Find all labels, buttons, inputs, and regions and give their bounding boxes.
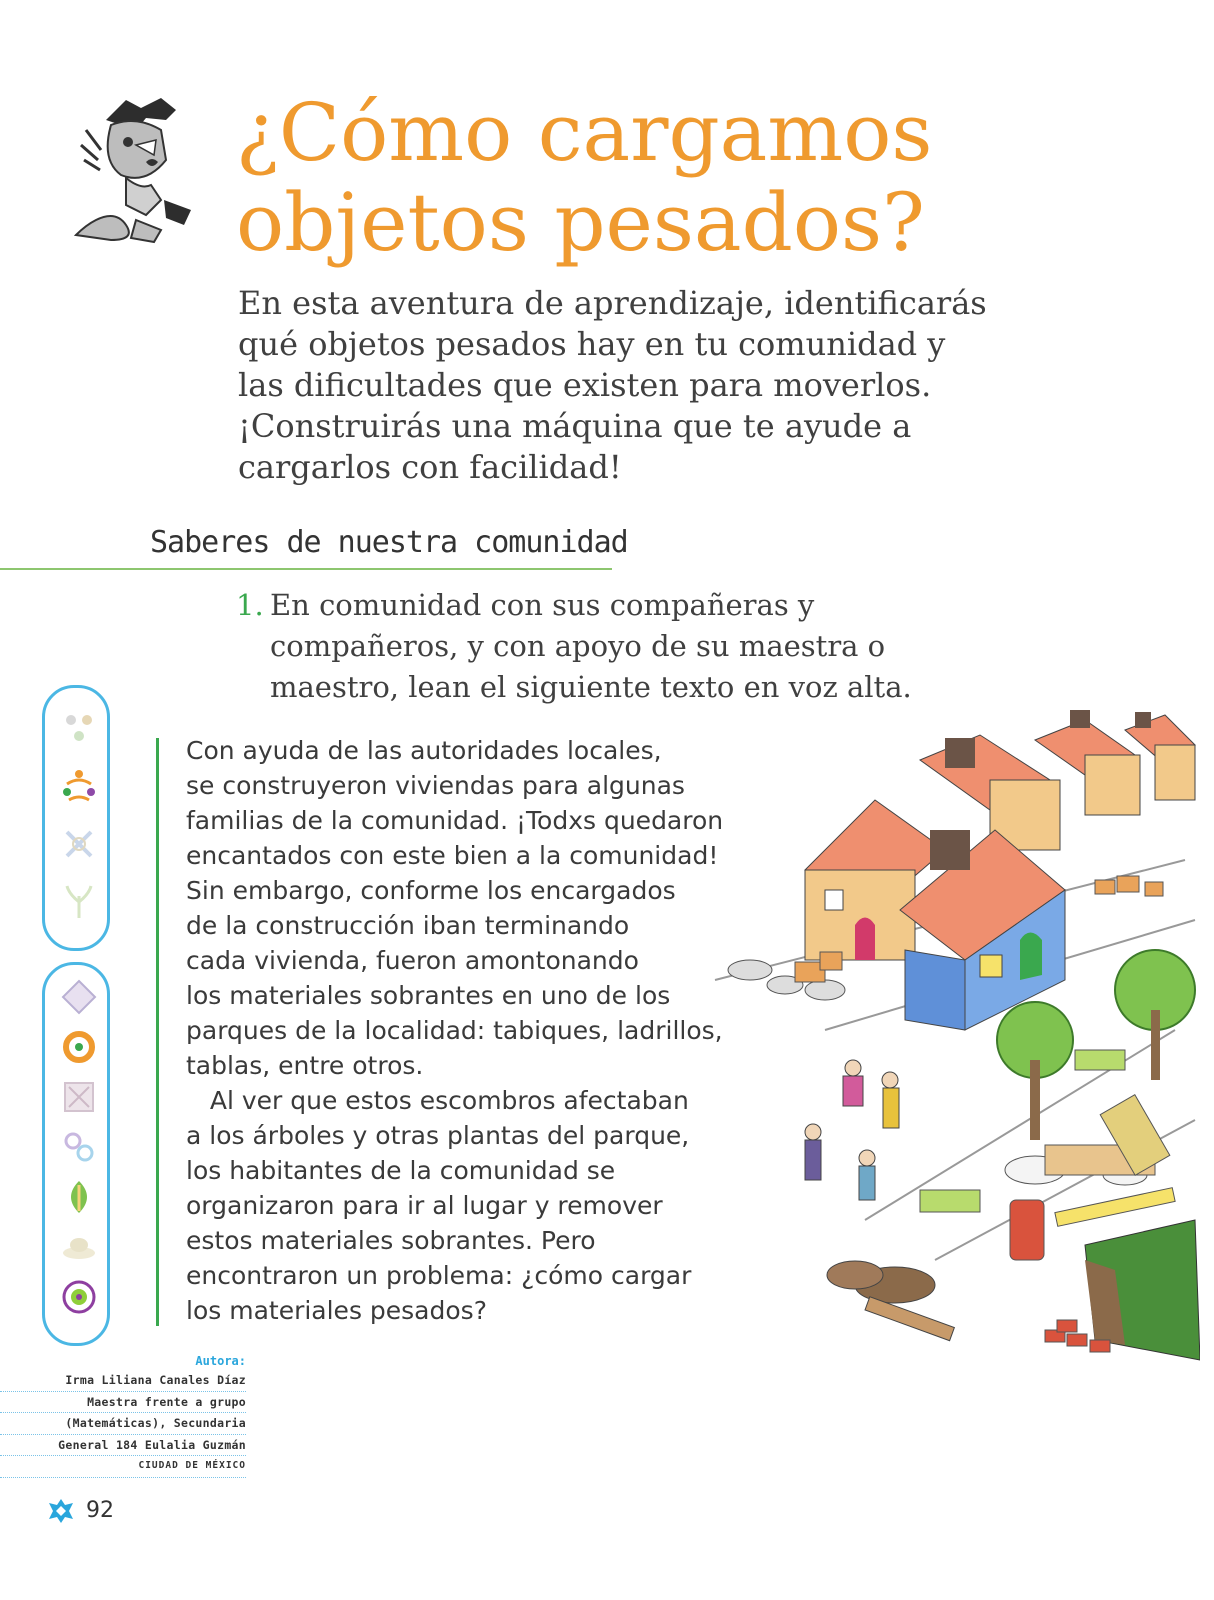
reading-line: de la construcción iban terminando xyxy=(186,911,630,940)
reading-line: tablas, entre otros. xyxy=(186,1051,424,1080)
chain-links-icon xyxy=(59,1127,99,1167)
reading-line: parques de la localidad: tabiques, ladrillos, xyxy=(186,1016,723,1045)
sidebar-capsule-bottom xyxy=(42,962,110,1346)
neighborhood-illustration xyxy=(705,700,1200,1390)
reading-line: Sin embargo, conforme los encargados xyxy=(186,876,676,905)
instruction-line: maestro, lean el siguiente texto en voz alta. xyxy=(270,670,912,704)
instruction-line: compañeros, y con apoyo de su maestra o xyxy=(270,629,886,663)
reading-line: cada vivienda, fueron amontonando xyxy=(186,946,639,975)
leaf-icon xyxy=(59,1177,99,1217)
reading-line: los materiales pesados? xyxy=(186,1296,487,1325)
intro-paragraph xyxy=(238,283,1018,488)
reading-line: familias de la comunidad. ¡Todxs quedaron xyxy=(186,806,724,835)
section-divider xyxy=(0,568,612,570)
reading-line: a los árboles y otras plantas del parque, xyxy=(186,1121,690,1150)
instruction-line: En comunidad con sus compañeras y xyxy=(270,588,815,622)
section-heading: Saberes de nuestra comunidad xyxy=(150,525,628,560)
author-label: Autora: xyxy=(195,1354,246,1368)
hourglass-square-icon xyxy=(59,1077,99,1117)
author-line: Irma Liliana Canales Díaz xyxy=(0,1370,246,1392)
reading-accent-bar xyxy=(156,738,159,1326)
sidebar-capsule-top xyxy=(42,685,110,951)
reading-line: encontraron un problema: ¿cómo cargar xyxy=(186,1261,692,1290)
reading-line: Con ayuda de las autoridades locales, xyxy=(186,736,662,765)
instruction-number: 1. xyxy=(236,588,264,622)
page-number: 92 xyxy=(86,1498,114,1523)
aztec-warrior-glyph-icon xyxy=(66,90,206,250)
intro-line: cargarlos con facilidad! xyxy=(238,448,622,486)
reading-line: encantados con este bien a la comunidad! xyxy=(186,841,719,870)
author-location: CIUDAD DE MÉXICO xyxy=(0,1456,246,1478)
intro-line: las dificultades que existen para moverlos. xyxy=(238,366,932,404)
author-line: Maestra frente a grupo xyxy=(0,1392,246,1414)
reading-line: los materiales sobrantes en uno de los xyxy=(186,981,671,1010)
diamond-arrows-icon xyxy=(59,977,99,1017)
reading-passage xyxy=(186,733,786,1328)
instruction-item xyxy=(236,585,956,708)
intro-line: qué objetos pesados hay en tu comunidad y xyxy=(238,325,946,363)
author-line: General 184 Eulalia Guzmán xyxy=(0,1435,246,1457)
reading-line: organizaron para ir al lugar y remover xyxy=(186,1191,663,1220)
reading-line: se construyeron viviendas para algunas xyxy=(186,771,685,800)
page-emblem-icon xyxy=(47,1497,75,1525)
people xyxy=(805,1060,899,1200)
reading-line: estos materiales sobrantes. Pero xyxy=(186,1226,596,1255)
flower-circle-icon xyxy=(59,1277,99,1317)
author-line: (Matemáticas), Secundaria xyxy=(0,1413,246,1435)
intro-line: En esta aventura de aprendizaje, identificarás xyxy=(238,284,987,322)
ring-icon xyxy=(59,1027,99,1067)
title-line-2: objetos pesados? xyxy=(236,176,925,269)
community-icon xyxy=(59,706,99,746)
reading-line: Al ver que estos escombros afectaban xyxy=(186,1086,689,1115)
crossed-arms-icon xyxy=(59,824,99,864)
plant-person-icon xyxy=(59,882,99,922)
page-title xyxy=(236,88,1136,268)
hat-icon xyxy=(59,1227,99,1267)
title-line-1: ¿Cómo cargamos xyxy=(236,86,933,179)
people-circle-icon xyxy=(59,766,99,806)
intro-line: ¡Construirás una máquina que te ayude a xyxy=(238,407,912,445)
reading-line: los habitantes de la comunidad se xyxy=(186,1156,616,1185)
author-credits xyxy=(0,1352,246,1478)
